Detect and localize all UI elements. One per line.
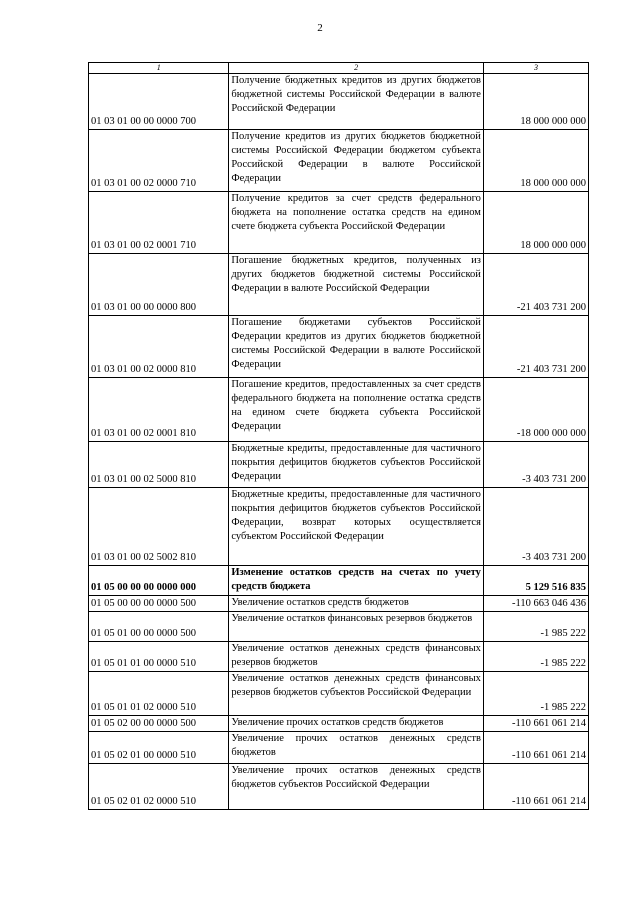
row-description: Получение кредитов из других бюджетов бюджетной системы Российской Федерации бюджетом субъекта Российской Федерации в валюте Российской Федерации xyxy=(229,130,484,192)
table-row xyxy=(89,254,589,316)
row-description: Погашение бюджетами субъектов Российской Федерации кредитов из других бюджетов бюджетной системы Российской Федерации в валюте Российской Федерации xyxy=(229,316,484,378)
row-code: 01 05 02 01 00 0000 510 xyxy=(89,732,229,764)
table-row xyxy=(89,672,589,716)
row-amount: 18 000 000 000 xyxy=(483,74,588,130)
row-description: Увеличение остатков денежных средств финансовых резервов бюджетов xyxy=(229,642,484,672)
row-code: 01 03 01 00 00 0000 800 xyxy=(89,254,229,316)
table-header-row xyxy=(89,63,589,74)
row-amount: -1 985 222 xyxy=(483,672,588,716)
row-amount: 18 000 000 000 xyxy=(483,192,588,254)
row-code: 01 05 02 01 02 0000 510 xyxy=(89,764,229,810)
row-code: 01 05 02 00 00 0000 500 xyxy=(89,716,229,732)
row-amount: 5 129 516 835 xyxy=(483,566,588,596)
row-amount: -21 403 731 200 xyxy=(483,316,588,378)
row-amount: -1 985 222 xyxy=(483,642,588,672)
row-description: Увеличение прочих остатков денежных средств бюджетов xyxy=(229,732,484,764)
budget-sources-table xyxy=(88,62,589,810)
row-description: Увеличение прочих остатков средств бюджетов xyxy=(229,716,484,732)
row-description: Погашение кредитов, предоставленных за счет средств федерального бюджета на пополнение остатка средств на едином счете бюджета субъекта Российской Федерации xyxy=(229,378,484,442)
row-amount: -3 403 731 200 xyxy=(483,488,588,566)
row-description: Получение кредитов за счет средств федерального бюджета на пополнение остатка средств на едином счете бюджета субъекта Российской Федерации xyxy=(229,192,484,254)
row-description: Увеличение остатков денежных средств финансовых резервов бюджетов субъектов Российской Федерации xyxy=(229,672,484,716)
row-amount: 18 000 000 000 xyxy=(483,130,588,192)
header-column-1: 1 xyxy=(89,63,229,74)
row-description: Бюджетные кредиты, предоставленные для частичного покрытия дефицитов бюджетов субъектов Российской Федерации xyxy=(229,442,484,488)
row-description: Увеличение прочих остатков денежных средств бюджетов субъектов Российской Федерации xyxy=(229,764,484,810)
row-code: 01 03 01 00 02 5000 810 xyxy=(89,442,229,488)
row-code: 01 03 01 00 00 0000 700 xyxy=(89,74,229,130)
row-amount: -3 403 731 200 xyxy=(483,442,588,488)
row-amount: -110 661 061 214 xyxy=(483,732,588,764)
row-code: 01 05 00 00 00 0000 000 xyxy=(89,566,229,596)
row-description: Бюджетные кредиты, предоставленные для частичного покрытия дефицитов бюджетов субъектов Российской Федерации, возврат которых осуществляется субъектом Российской Федерации xyxy=(229,488,484,566)
table-row xyxy=(89,74,589,130)
row-description: Увеличение остатков средств бюджетов xyxy=(229,596,484,612)
row-description: Погашение бюджетных кредитов, полученных из других бюджетов бюджетной системы Российской Федерации в валюте Российской Федерации xyxy=(229,254,484,316)
table-row xyxy=(89,612,589,642)
row-code: 01 05 00 00 00 0000 500 xyxy=(89,596,229,612)
row-code: 01 03 01 00 02 0000 810 xyxy=(89,316,229,378)
row-amount: -110 663 046 436 xyxy=(483,596,588,612)
header-column-3: 3 xyxy=(483,63,588,74)
row-description: Получение бюджетных кредитов из других бюджетов бюджетной системы Российской Федерации в валюте Российской Федерации xyxy=(229,74,484,130)
row-amount: -1 985 222 xyxy=(483,612,588,642)
row-code: 01 03 01 00 02 0001 710 xyxy=(89,192,229,254)
table-row xyxy=(89,642,589,672)
row-code: 01 05 01 01 00 0000 510 xyxy=(89,642,229,672)
table-row xyxy=(89,566,589,596)
table-row xyxy=(89,378,589,442)
row-code: 01 03 01 00 02 5002 810 xyxy=(89,488,229,566)
header-column-2: 2 xyxy=(229,63,484,74)
row-code: 01 03 01 00 02 0001 810 xyxy=(89,378,229,442)
table-row xyxy=(89,316,589,378)
table-row xyxy=(89,732,589,764)
row-code: 01 05 01 00 00 0000 500 xyxy=(89,612,229,642)
table-row xyxy=(89,764,589,810)
row-description: Увеличение остатков финансовых резервов бюджетов xyxy=(229,612,484,642)
row-code: 01 03 01 00 02 0000 710 xyxy=(89,130,229,192)
table-row xyxy=(89,192,589,254)
row-code: 01 05 01 01 02 0000 510 xyxy=(89,672,229,716)
row-amount: -110 661 061 214 xyxy=(483,764,588,810)
table-row xyxy=(89,442,589,488)
row-amount: -21 403 731 200 xyxy=(483,254,588,316)
table-row xyxy=(89,130,589,192)
table-row xyxy=(89,488,589,566)
table-row xyxy=(89,596,589,612)
row-description: Изменение остатков средств на счетах по учету средств бюджета xyxy=(229,566,484,596)
table-row xyxy=(89,716,589,732)
row-amount: -18 000 000 000 xyxy=(483,378,588,442)
row-amount: -110 661 061 214 xyxy=(483,716,588,732)
page-number: 2 xyxy=(317,22,323,34)
